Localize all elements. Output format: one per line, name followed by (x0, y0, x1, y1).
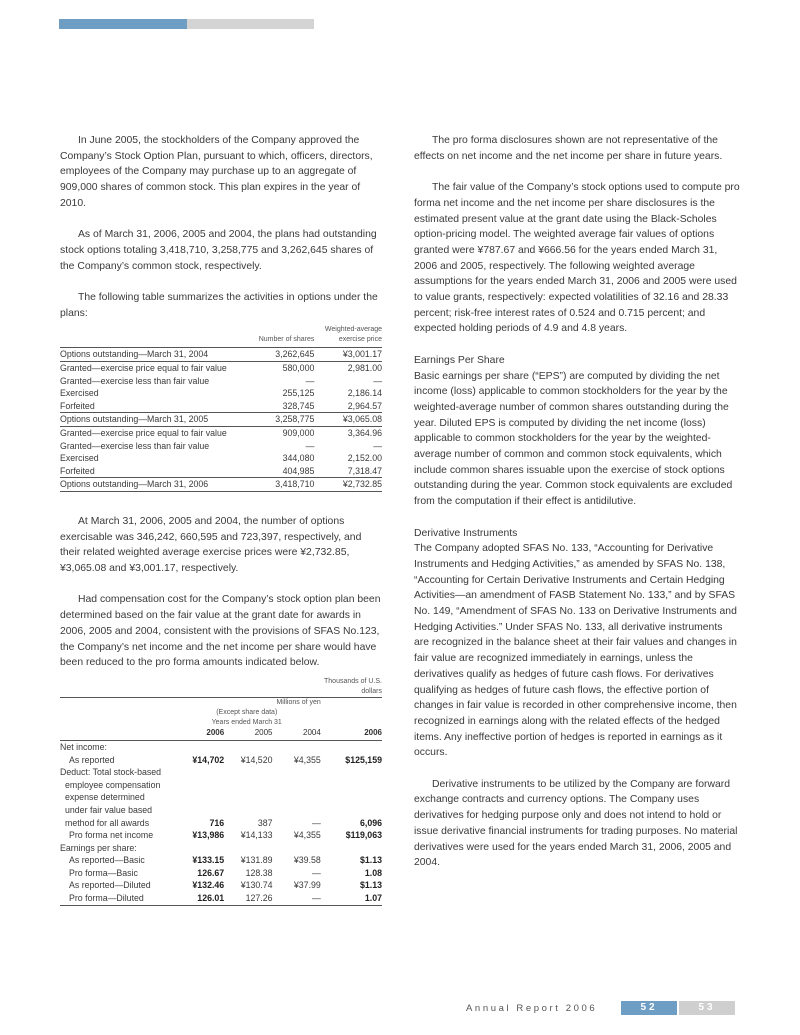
pro-forma-value: ¥132.46 (192, 880, 225, 891)
year-2005: 2005 (224, 728, 272, 741)
options-row-label: Exercised (60, 453, 99, 464)
pro-forma-value: $1.13 (359, 855, 382, 866)
pro-forma-row (60, 817, 382, 830)
pro-forma-value: $1.13 (359, 880, 382, 891)
options-row-shares: 909,000 (247, 426, 315, 439)
pro-forma-row-label: Deduct: Total stock-based (60, 767, 162, 778)
pro-forma-row (60, 766, 382, 779)
options-row-shares: 344,080 (282, 453, 315, 464)
pro-forma-value: ¥14,133 (240, 830, 273, 841)
options-row-label: Granted—exercise price equal to fair value (60, 362, 247, 375)
page-number-52: 52 (621, 1001, 677, 1015)
pro-forma-row-label: As reported (69, 754, 115, 765)
pro-forma-row-label: employee compensation (65, 779, 161, 790)
options-row-price: ¥2,732.85 (314, 478, 382, 492)
pro-forma-row (60, 804, 382, 817)
options-row-label: Options outstanding—March 31, 2004 (60, 349, 209, 360)
pro-forma-value: ¥130.74 (240, 880, 273, 891)
pro-forma-value: ¥39.58 (293, 855, 321, 866)
stock-option-plan-paragraph: In June 2005, the stockholders of the Company approved the Company’s Stock Option Plan, pursuant to which, officers, directors, employees of the Company may purchase up to an aggregate of 909,000 shares of common stock. This plan expires in the year of 2010. (60, 135, 373, 209)
options-row-label: Granted—exercise less than fair value (60, 375, 210, 386)
options-row-shares: — (305, 440, 315, 451)
pro-forma-value: $119,063 (345, 830, 382, 841)
pro-forma-value (173, 766, 225, 779)
pro-forma-value (273, 791, 321, 804)
pro-forma-row-label: method for all awards (65, 817, 150, 828)
pro-forma-row (60, 791, 382, 804)
pro-forma-value: 1.08 (364, 867, 382, 878)
table-intro-paragraph: The following table summarizes the activities in options under the plans: (60, 292, 378, 319)
options-row-shares: — (305, 375, 315, 386)
pro-forma-value: 127.26 (224, 892, 272, 905)
pro-forma-row-label: under fair value based (65, 804, 153, 815)
pro-forma-value (224, 804, 272, 817)
options-table-row (60, 413, 382, 427)
pro-forma-value (321, 740, 382, 753)
options-row-price: 2,152.00 (347, 453, 382, 464)
options-row-price: 2,186.14 (347, 388, 382, 399)
pro-forma-value: 6,096 (359, 817, 382, 828)
options-row-label: Forfeited (60, 465, 95, 476)
pro-forma-value (273, 779, 321, 792)
options-table-header (60, 325, 382, 348)
pro-forma-value: 716 (209, 817, 225, 828)
pro-forma-value: — (312, 867, 321, 878)
years-ended-header: Years ended March 31 (211, 718, 282, 726)
derivative-heading: Derivative Instruments (414, 527, 518, 539)
derivative-paragraph: The Company adopted SFAS No. 133, “Accounting for Derivative Instruments and Hedging Activities,” as amended by SFAS No. 138, “Accounting for Certain Derivative Instruments and Certain Hedging Activities—an amendment of FASB Statement No. 133,” and by SFAS No. 149, “Amendment of SFAS No. 133 on Derivative Instruments and Hedging Activities.” Under SFAS No. 133, all derivative instruments are recognized in the balance sheet at their fair values and changes in fair value are recognized immediately in earnings, unless the derivatives qualify as hedges of future cash flows. For derivatives qualifying as hedges of future cash flows, the effective portion of changes in fair value is recorded in other comprehensive income, then recognized in earnings along with the related effects of the hedged items. Any ineffective portion of hedges is reported in earnings as it occurs. (414, 543, 737, 759)
thousands-usd-header: Thousands of U.S. dollars (324, 677, 382, 695)
pro-forma-row-label: expense determined (65, 792, 145, 803)
pro-forma-value: ¥133.15 (192, 855, 225, 866)
options-row-label: Options outstanding—March 31, 2005 (60, 413, 247, 427)
pro-forma-row-label: Pro forma net income (69, 830, 154, 841)
outstanding-options-paragraph: As of March 31, 2006, 2005 and 2004, the plans had outstanding stock options totaling 3,418,710, 3,258,775 and 3,262,645 shares of the Company’s common stock, respectively. (60, 229, 377, 272)
top-accent-bar-gray (187, 19, 314, 29)
options-table-row (60, 440, 382, 453)
pro-forma-value: ¥13,986 (192, 830, 225, 841)
options-row-shares: 404,985 (282, 465, 315, 476)
options-table-row (60, 465, 382, 478)
pro-forma-row (60, 842, 382, 855)
pro-forma-value (224, 740, 272, 753)
pro-forma-row-label: Pro forma—Basic (69, 867, 138, 878)
options-row-price: 7,318.47 (347, 465, 382, 476)
options-row-price: — (373, 375, 382, 386)
pro-forma-value (173, 842, 225, 855)
pro-forma-value (224, 779, 272, 792)
pro-forma-value (273, 766, 321, 779)
pro-forma-disclosure-paragraph: The pro forma disclosures shown are not representative of the effects on net income and the net income per share in future years. (414, 135, 723, 162)
millions-yen-header: Millions of yen (173, 697, 321, 708)
eps-paragraph: Basic earnings per share (“EPS”) are computed by dividing the net income (loss) applicable to common stockholders for the year by the weighted-average number of common shares outstanding during the year. Diluted EPS is computed by dividing the net income (loss) applicable to common stockholders for the year by the weighted-average number of common and common stock equivalents, which include common shares issuable upon the exercise of stock options outstanding during the year. Common stock equivalents are excluded from the computation if their effect is antidilutive. (414, 370, 733, 508)
pro-forma-value (273, 740, 321, 753)
eps-heading: Earnings Per Share (414, 354, 505, 366)
year-2006-yen: 2006 (173, 728, 225, 741)
options-row-price: ¥3,065.08 (314, 413, 382, 427)
pro-forma-value (173, 740, 225, 753)
pro-forma-value (173, 791, 225, 804)
options-row-label: Granted—exercise less than fair value (60, 440, 210, 451)
options-row-shares: 255,125 (282, 388, 315, 399)
pro-forma-value: 126.01 (173, 892, 225, 905)
pro-forma-value (224, 791, 272, 804)
exercisable-options-paragraph: At March 31, 2006, 2005 and 2004, the number of options exercisable was 346,242, 660,595 and 723,397, respectively, and their related weighted average exercise prices were ¥2,732.85, ¥3,065.08 and ¥3,001.17, respectively. (60, 515, 362, 575)
fair-value-paragraph: The fair value of the Company’s stock options used to compute pro forma net income and the net income per share disclosures is the estimated present value at the grant date using the Black-Scholes option-pricing model. The weighted average fair values of options granted were ¥787.67 and ¥666.56 for the years ended March 31, 2006 and 2005, respectively. The following weighted average assumptions for the years ended March 31, 2006 and 2005 were used to value grants, respectively: expected volatilities of 32.16 and 28.33 percent; risk-free interest rates of 0.524 and 0.715 percent; and expected holding periods of 4.9 and 4.8 years. (414, 182, 740, 335)
options-row-price: ¥3,001.17 (342, 349, 382, 360)
pro-forma-row (60, 854, 382, 867)
options-table-row (60, 387, 382, 400)
pro-forma-value: ¥4,355 (293, 830, 321, 841)
options-row-shares: 328,745 (282, 400, 315, 411)
pro-forma-row-label: As reported—Diluted (69, 880, 151, 891)
options-row-shares: 3,258,775 (247, 413, 315, 427)
year-2004: 2004 (273, 728, 321, 741)
options-row-price: 2,981.00 (314, 362, 382, 375)
options-table-row (60, 348, 382, 362)
number-of-shares-header: Number of shares (247, 325, 315, 348)
pro-forma-value: ¥37.99 (293, 880, 321, 891)
right-column (414, 133, 740, 887)
options-row-label: Granted—exercise price equal to fair value (60, 426, 247, 439)
options-row-price: 2,964.57 (347, 400, 382, 411)
pro-forma-value (321, 779, 382, 792)
pro-forma-row (60, 740, 382, 753)
pro-forma-value (173, 779, 225, 792)
pro-forma-value (273, 804, 321, 817)
options-table-row (60, 375, 382, 388)
options-table-row (60, 426, 382, 439)
pro-forma-value (224, 766, 272, 779)
pro-forma-row (60, 779, 382, 792)
options-row-shares: 3,262,645 (275, 349, 315, 360)
options-table-row (60, 452, 382, 465)
options-row-shares: 580,000 (247, 362, 315, 375)
pro-forma-value (321, 766, 382, 779)
year-2006-usd: 2006 (321, 728, 382, 741)
year-header-row (60, 728, 382, 741)
pro-forma-value (173, 804, 225, 817)
pro-forma-value: ¥14,520 (240, 754, 273, 765)
pro-forma-row (60, 829, 382, 842)
pro-forma-value: ¥14,702 (192, 754, 225, 765)
top-accent-bar (59, 19, 314, 29)
options-row-label: Options outstanding—March 31, 2006 (60, 478, 247, 492)
options-row-label: Exercised (60, 388, 99, 399)
pro-forma-value: — (273, 892, 321, 905)
except-share-data-header: (Except share data) (216, 708, 278, 716)
pro-forma-row-label: Earnings per share: (60, 842, 137, 853)
pro-forma-value (321, 804, 382, 817)
pro-forma-value (273, 842, 321, 855)
pro-forma-row (60, 892, 382, 905)
pro-forma-row-label: Net income: (60, 741, 107, 752)
pro-forma-row-label: Pro forma—Diluted (60, 892, 173, 905)
options-table-row (60, 362, 382, 375)
options-table-row (60, 478, 382, 492)
options-table-row (60, 400, 382, 413)
options-row-price: — (373, 440, 382, 451)
left-column (60, 133, 382, 906)
pro-forma-table (60, 677, 382, 906)
options-activity-table (60, 325, 382, 492)
pro-forma-row (60, 754, 382, 767)
pro-forma-row-label: As reported—Basic (69, 855, 145, 866)
pro-forma-value: — (312, 817, 321, 828)
pro-forma-value: 1.07 (321, 892, 382, 905)
pro-forma-row (60, 879, 382, 892)
compensation-cost-paragraph: Had compensation cost for the Company’s stock option plan been determined based on the fair value at the grant date for awards in 2006, 2005 and 2004, consistent with the provisions of SFAS No.123, the Company’s net income and the net income per share would have been reduced to the pro forma amounts indicated below. (60, 594, 381, 669)
pro-forma-value: 128.38 (245, 867, 273, 878)
pro-forma-row (60, 867, 382, 880)
pro-forma-value: 126.67 (197, 867, 225, 878)
options-row-price: 3,364.96 (314, 426, 382, 439)
pro-forma-value (224, 842, 272, 855)
pro-forma-value: ¥131.89 (240, 855, 273, 866)
page-number-53: 53 (679, 1001, 735, 1015)
pro-forma-value: ¥4,355 (293, 754, 321, 765)
footer-annual-report: Annual Report 2006 (466, 1003, 598, 1014)
pro-forma-value (321, 791, 382, 804)
weighted-average-price-header: Weighted-average exercise price (314, 325, 382, 348)
options-row-shares: 3,418,710 (247, 478, 315, 492)
pro-forma-value: 387 (257, 817, 273, 828)
pro-forma-value: $125,159 (345, 754, 382, 765)
pro-forma-value (321, 842, 382, 855)
options-row-label: Forfeited (60, 400, 95, 411)
top-accent-bar-blue (59, 19, 187, 29)
derivative-usage-paragraph: Derivative instruments to be utilized by the Company are forward exchange contracts and currency options. The Company uses derivatives for hedging purpose only and does not intend to hold or issue derivative financial instruments for trading purposes. No material derivatives were used for the years ended March 31, 2006, 2005 and 2004. (414, 778, 738, 869)
